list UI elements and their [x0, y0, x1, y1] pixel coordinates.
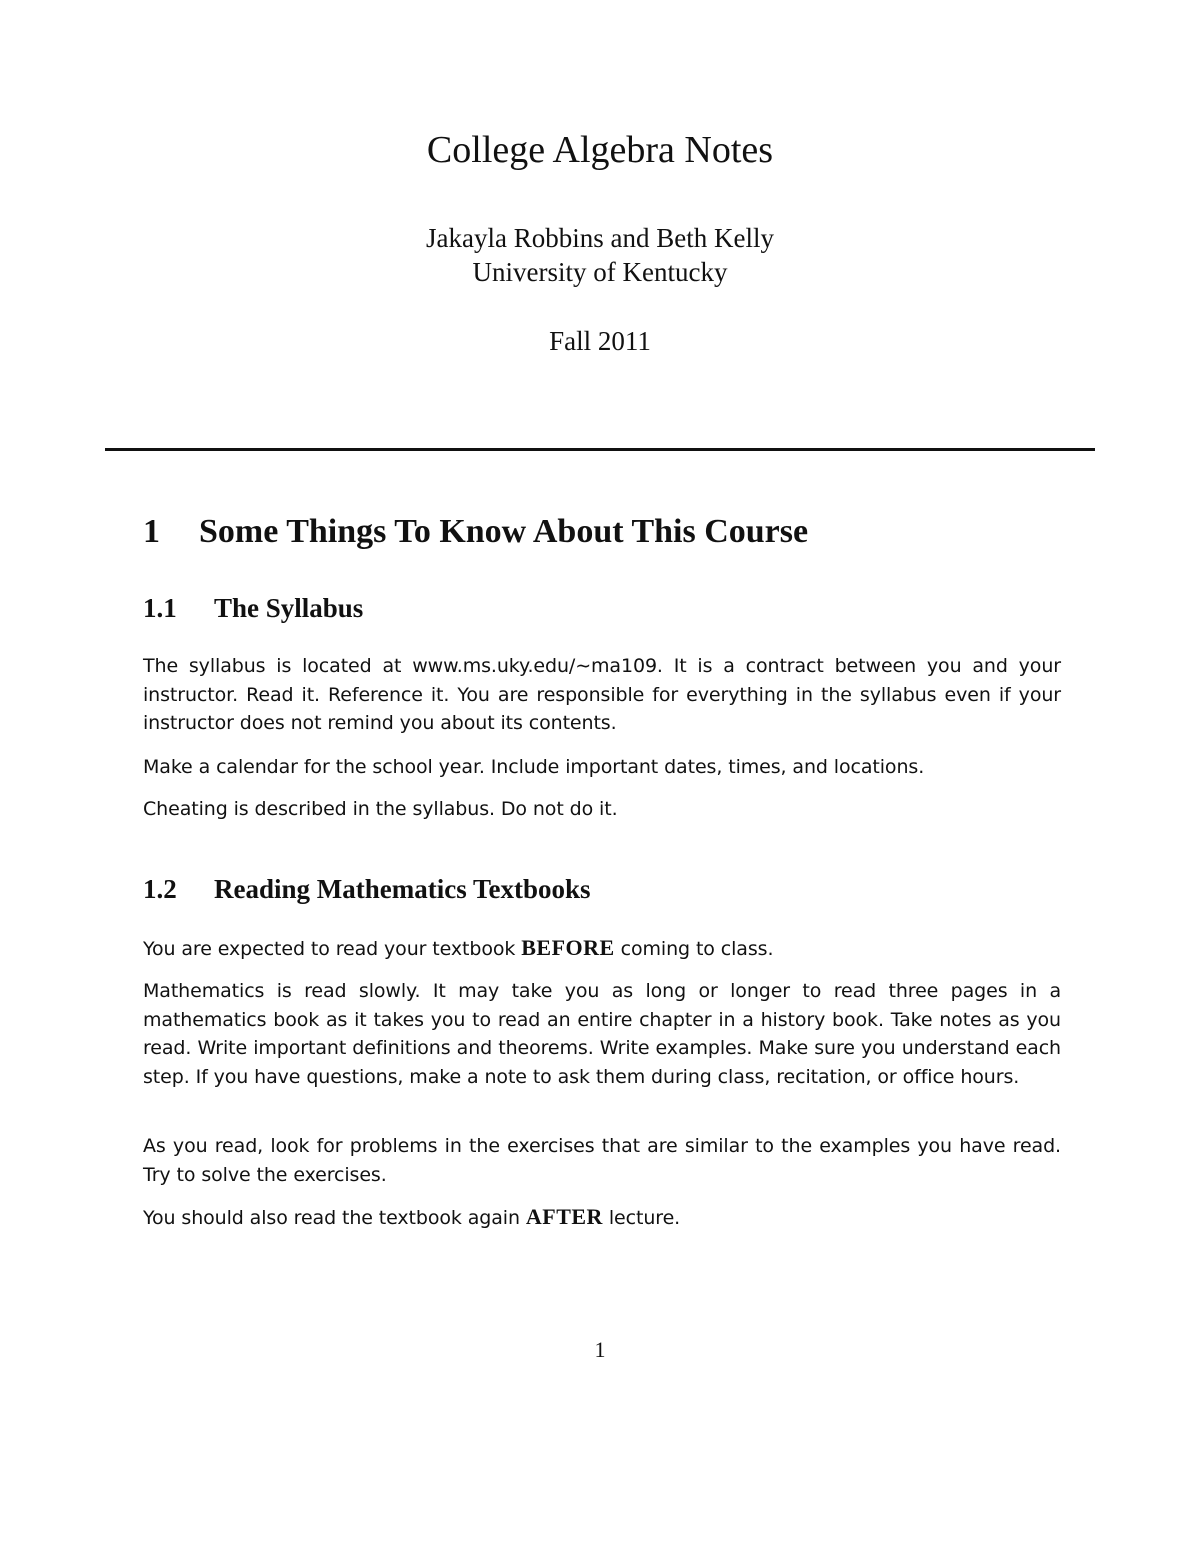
title-divider [105, 448, 1095, 451]
reading-paragraph-1 [143, 934, 1061, 964]
subsection-1-2-title: Reading Mathematics Textbooks [214, 874, 591, 904]
page-number: 1 [594, 1337, 606, 1362]
subsection-1-2-number: 1.2 [143, 874, 177, 904]
syllabus-paragraph-3: Cheating is described in the syllabus. Do not do it. [143, 798, 618, 820]
reading-paragraph-4 [143, 1203, 1061, 1233]
document-title: College Algebra Notes [426, 129, 774, 171]
subsection-1-2-heading [143, 873, 591, 905]
reading-paragraph-1-start: You are expected to read your textbook [143, 938, 522, 960]
subsection-1-1-title: The Syllabus [214, 593, 364, 623]
reading-paragraph-2: Mathematics is read slowly. It may take you as long or longer to read three pages in a mathematics book as it takes you to read an entire chapter in a history book. Take notes as you read. Write important definitions and theorems. Write examples. Make sure you understand each step. If you have questions, make a note to ask them during class, recitation, or office hours. [143, 980, 1061, 1088]
after-emphasis: AFTER [525, 1204, 603, 1229]
reading-paragraph-1-end: coming to class. [614, 938, 774, 960]
document-authors: Jakayla Robbins and Beth Kelly [426, 223, 774, 253]
reading-paragraph-3: As you read, look for problems in the exercises that are similar to the examples you have read. Try to solve the exercises. [143, 1135, 1061, 1186]
document-affiliation: University of Kentucky [472, 257, 728, 287]
subsection-1-1-heading [143, 592, 363, 624]
syllabus-paragraph-1: The syllabus is located at www.ms.uky.edu/∼ma109. It is a contract between you and your instructor. Read it. Reference it. You are responsible for everything in the syllabus even if your instructor does not remind you about its contents. [143, 655, 1061, 734]
subsection-1-1-number: 1.1 [143, 593, 177, 623]
document-date: Fall 2011 [549, 326, 651, 356]
syllabus-paragraph-2: Make a calendar for the school year. Include important dates, times, and locations. [143, 756, 925, 778]
section-1-number: 1 [143, 513, 160, 550]
reading-paragraph-4-start: You should also read the textbook again [143, 1207, 526, 1229]
before-emphasis: BEFORE [521, 935, 615, 960]
section-1-heading [143, 512, 808, 552]
reading-paragraph-4-end: lecture. [602, 1207, 681, 1229]
section-1-title: Some Things To Know About This Course [199, 513, 809, 550]
